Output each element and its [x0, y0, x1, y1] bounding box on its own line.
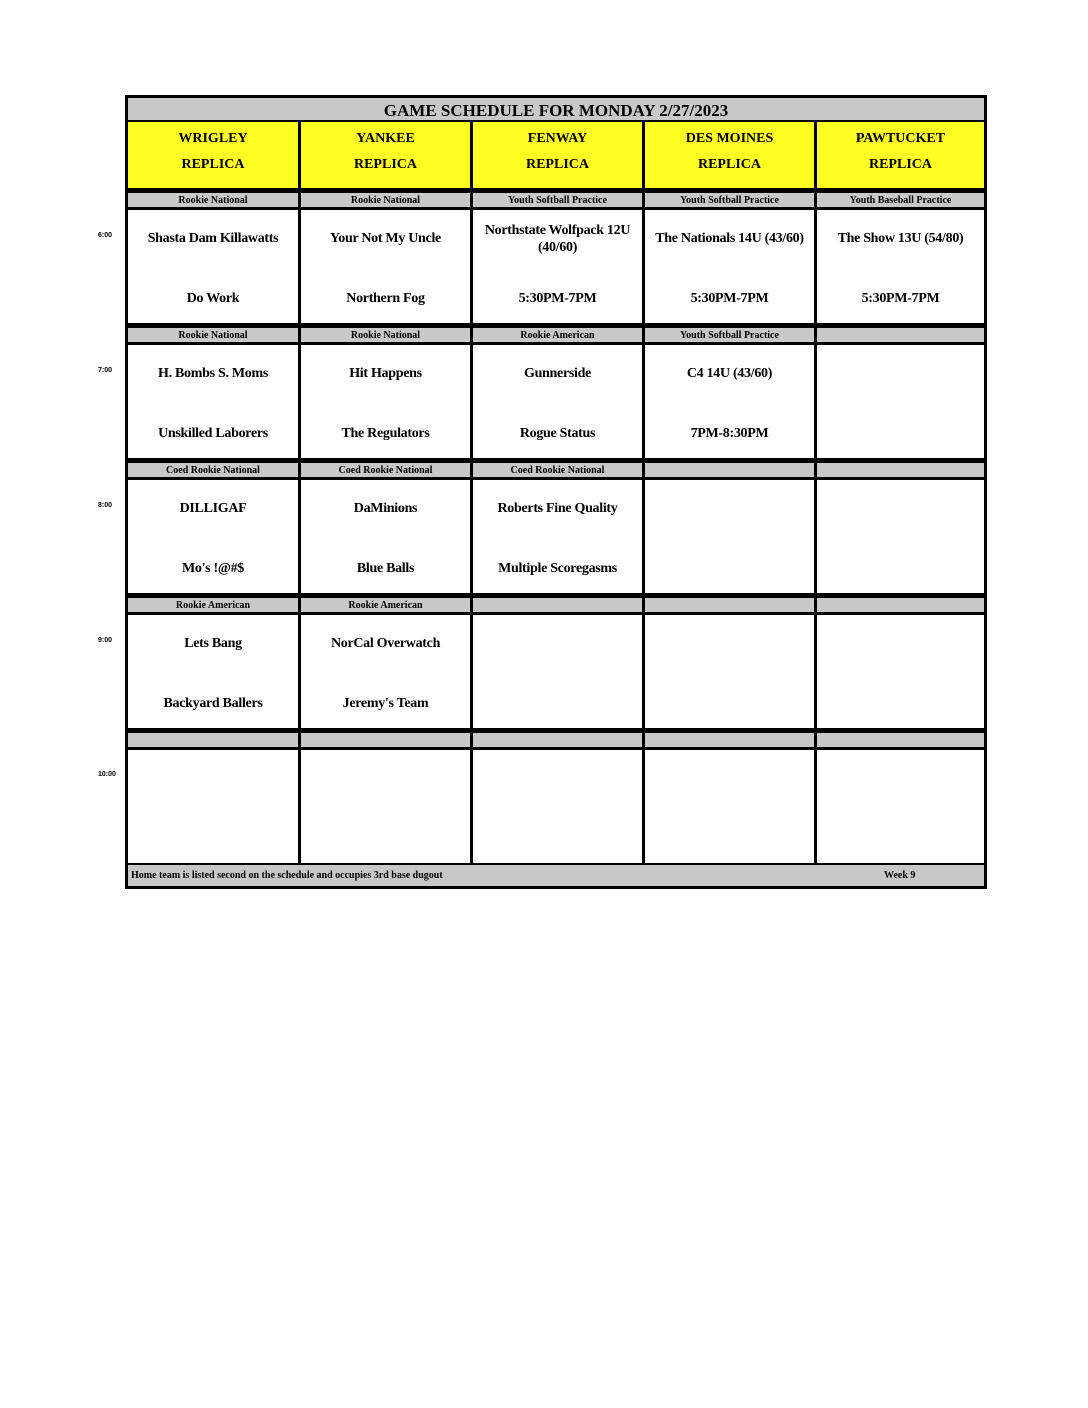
division-label-empty	[128, 733, 298, 747]
footer-note: Home team is listed second on the schedule and occupies 3rd base dugout	[131, 870, 443, 881]
field-name: WRIGLEY	[178, 131, 248, 146]
field-subtitle: REPLICA	[697, 157, 761, 172]
game-cell	[301, 615, 470, 728]
division-label: Rookie National	[128, 328, 298, 342]
division-label	[817, 328, 984, 342]
division-label: Youth Softball Practice	[473, 193, 642, 207]
game-cell-empty	[645, 480, 814, 593]
time-label: 8:00	[98, 502, 113, 509]
week-label: Week 9	[884, 870, 916, 881]
division-label: Youth Softball Practice	[645, 328, 814, 342]
team-away: DILLIGAF	[179, 501, 247, 516]
game-cell	[301, 210, 470, 323]
division-label-empty	[301, 733, 470, 747]
team-away: C4 14U (43/60)	[686, 366, 773, 381]
practice-time: 5:30PM-7PM	[518, 291, 597, 306]
team-home: Multiple Scoregasms	[498, 561, 617, 576]
game-cell-empty	[817, 615, 984, 728]
team-home: Rogue Status	[519, 426, 596, 441]
game-cell	[128, 210, 298, 323]
game-cell	[301, 345, 470, 458]
time-label: 7:00	[98, 367, 113, 374]
game-cell	[128, 480, 298, 593]
division-label: Youth Softball Practice	[645, 193, 814, 207]
field-name: DES MOINES	[685, 131, 774, 146]
game-cell-empty	[817, 750, 984, 863]
division-label: Rookie National	[301, 328, 470, 342]
practice-time: 7PM-8:30PM	[690, 426, 769, 441]
game-cell-empty	[473, 750, 642, 863]
team-home: Northern Fog	[346, 291, 425, 306]
team-away: DaMinions	[353, 501, 418, 516]
game-cell	[645, 210, 814, 323]
game-cell	[817, 210, 984, 323]
field-subtitle: REPLICA	[181, 157, 245, 172]
division-label-empty	[645, 463, 814, 477]
schedule-title: GAME SCHEDULE FOR MONDAY 2/27/2023	[128, 98, 984, 122]
field-header-pawtucket	[817, 122, 984, 188]
team-away: Shasta Dam Killawatts	[147, 231, 279, 246]
team-home: The Regulators	[341, 426, 430, 441]
team-home: Backyard Ballers	[163, 696, 263, 711]
division-label: Coed Rookie National	[473, 463, 642, 477]
division-label: Coed Rookie National	[301, 463, 470, 477]
division-label-empty	[817, 598, 984, 612]
field-name: YANKEE	[356, 131, 415, 146]
game-cell	[473, 480, 642, 593]
game-cell	[473, 345, 642, 458]
division-label-empty	[473, 733, 642, 747]
team-away: Your Not My Uncle	[330, 231, 441, 246]
team-away: Lets Bang	[184, 636, 242, 651]
division-label: Coed Rookie National	[128, 463, 298, 477]
game-cell	[473, 210, 642, 323]
division-label-empty	[817, 733, 984, 747]
game-cell-empty	[817, 345, 984, 458]
division-label: Rookie National	[128, 193, 298, 207]
field-name: FENWAY	[527, 131, 588, 146]
division-label: Rookie American	[473, 328, 642, 342]
schedule-table	[125, 95, 987, 889]
team-away: NorCal Overwatch	[330, 636, 441, 651]
game-cell	[128, 345, 298, 458]
field-name: PAWTUCKET	[855, 131, 946, 146]
team-away: Gunnerside	[523, 366, 591, 381]
team-away: The Show 13U (54/80)	[837, 231, 964, 246]
division-label-empty	[473, 598, 642, 612]
game-cell-empty	[645, 615, 814, 728]
team-home: Jeremy's Team	[342, 696, 429, 711]
field-header-yankee	[301, 122, 470, 188]
practice-time: 5:30PM-7PM	[861, 291, 940, 306]
team-home: Unskilled Laborers	[158, 426, 268, 441]
practice-time: 5:30PM-7PM	[690, 291, 769, 306]
division-label-empty	[817, 463, 984, 477]
team-home: Do Work	[186, 291, 240, 306]
division-label: Rookie American	[128, 598, 298, 612]
game-cell	[645, 345, 814, 458]
division-label: Rookie American	[301, 598, 470, 612]
team-home: Blue Balls	[356, 561, 415, 576]
game-cell-empty	[301, 750, 470, 863]
team-away: Roberts Fine Quality	[497, 501, 618, 516]
game-cell-empty	[473, 615, 642, 728]
team-away: The Nationals 14U (43/60)	[655, 231, 804, 246]
field-subtitle: REPLICA	[525, 157, 589, 172]
time-label: 9:00	[98, 637, 113, 644]
team-away: H. Bombs S. Moms	[158, 366, 268, 381]
field-subtitle: REPLICA	[353, 157, 417, 172]
field-header-des-moines	[645, 122, 814, 188]
game-cell	[301, 480, 470, 593]
time-label: 10:00	[98, 771, 116, 778]
team-away: Northstate Wolfpack 12U (40/60)	[484, 223, 631, 255]
division-label-empty	[645, 598, 814, 612]
game-cell-empty	[128, 750, 298, 863]
division-label: Youth Baseball Practice	[817, 193, 984, 207]
team-home: Mo's !@#$	[181, 561, 245, 576]
game-cell-empty	[645, 750, 814, 863]
field-header-fenway	[473, 122, 642, 188]
division-label: Rookie National	[301, 193, 470, 207]
game-cell	[128, 615, 298, 728]
field-header-wrigley	[128, 122, 298, 188]
team-away: Hit Happens	[349, 366, 422, 381]
time-label: 6:00	[98, 232, 113, 239]
field-subtitle: REPLICA	[868, 157, 932, 172]
footer-bar	[128, 865, 984, 886]
division-label-empty	[645, 733, 814, 747]
game-cell-empty	[817, 480, 984, 593]
